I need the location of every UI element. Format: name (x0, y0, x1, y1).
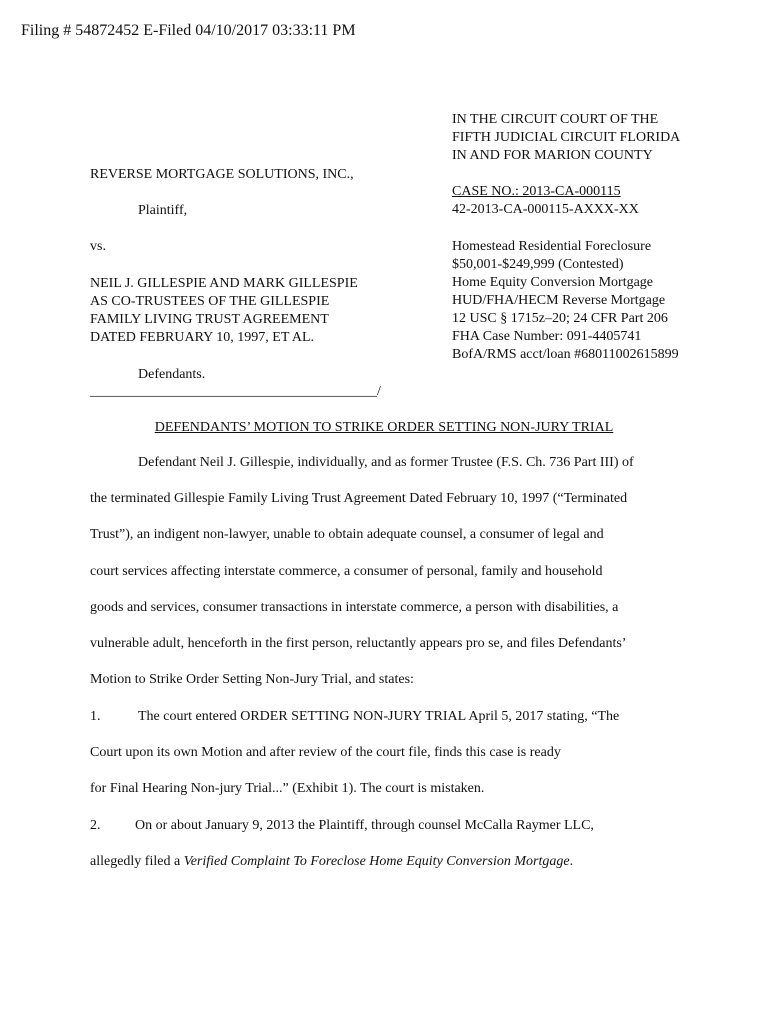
filing-stamp: Filing # 54872452 E-Filed 04/10/2017 03:33:11 PM (21, 22, 356, 39)
court-line: IN THE CIRCUIT COURT OF THE (452, 112, 659, 127)
item-1-line: 1. The court entered ORDER SETTING NON-JURY TRIAL April 5, 2017 stating, “The (90, 709, 620, 724)
item-2-line: 2. On or about January 9, 2013 the Plaintiff, through counsel McCalla Raymer LLC, (90, 818, 594, 833)
case-detail-line: $50,001-$249,999 (Contested) (452, 257, 624, 272)
case-detail-line: HUD/FHA/HECM Reverse Mortgage (452, 293, 666, 308)
item-number: 2. (90, 818, 101, 833)
defendant-line: NEIL J. GILLESPIE AND MARK GILLESPIE (90, 276, 358, 291)
item-1-line: for Final Hearing Non-jury Trial...” (Exhibit 1). The court is mistaken. (90, 781, 485, 796)
complaint-title: Verified Complaint To Foreclose Home Equity Conversion Mortgage (183, 854, 570, 869)
intro-line: Defendant Neil J. Gillespie, individually, and as former Trustee (F.S. Ch. 736 Part III) of (138, 455, 634, 470)
court-block (452, 111, 680, 165)
intro-line: the terminated Gillespie Family Living Trust Agreement Dated February 10, 1997 (“Terminated (90, 491, 628, 506)
defendant-line: DATED FEBRUARY 10, 1997, ET AL. (90, 330, 315, 345)
plaintiff-name: REVERSE MORTGAGE SOLUTIONS, INC., (90, 167, 354, 182)
defendant-line: FAMILY LIVING TRUST AGREEMENT (90, 312, 329, 327)
caption-signature-line: _________________________________________/ (90, 384, 381, 399)
intro-line: court services affecting interstate commerce, a consumer of personal, family and household (90, 564, 603, 579)
defendant-line: AS CO-TRUSTEES OF THE GILLESPIE (90, 294, 330, 309)
intro-line: goods and services, consumer transactions in interstate commerce, a person with disabilities, a (90, 600, 619, 615)
item-2-line: allegedly filed a Verified Complaint To Foreclose Home Equity Conversion Mortgage. (90, 854, 574, 869)
item-1-line: Court upon its own Motion and after review of the court file, finds this case is ready (90, 745, 561, 760)
defendants-block (90, 275, 358, 347)
intro-line: Trust”), an indigent non-lawyer, unable to obtain adequate counsel, a consumer of legal and (90, 527, 604, 542)
intro-line: vulnerable adult, henceforth in the first person, reluctantly appears pro se, and files Defendants’ (90, 636, 627, 651)
plaintiff-role: Plaintiff, (138, 203, 188, 218)
case-number: CASE NO.: 2013-CA-000115 (452, 184, 621, 199)
document-title: DEFENDANTS’ MOTION TO STRIKE ORDER SETTING NON-JURY TRIAL (154, 420, 614, 435)
case-number-block (452, 183, 639, 219)
defendants-role: Defendants. (138, 367, 206, 382)
case-details (452, 238, 679, 364)
case-detail-line: FHA Case Number: 091-4405741 (452, 329, 642, 344)
intro-line: Motion to Strike Order Setting Non-Jury Trial, and states: (90, 672, 414, 687)
versus-label: vs. (90, 239, 106, 254)
case-detail-line: BofA/RMS acct/loan #68011002615899 (452, 347, 679, 362)
case-detail-line: Homestead Residential Foreclosure (452, 239, 652, 254)
case-number-alt: 42-2013-CA-000115-AXXX-XX (452, 202, 639, 217)
case-detail-line: 12 USC § 1715z–20; 24 CFR Part 206 (452, 311, 668, 326)
item-number: 1. (90, 709, 101, 724)
court-line: FIFTH JUDICIAL CIRCUIT FLORIDA (452, 130, 681, 145)
case-detail-line: Home Equity Conversion Mortgage (452, 275, 654, 290)
court-line: IN AND FOR MARION COUNTY (452, 148, 653, 163)
